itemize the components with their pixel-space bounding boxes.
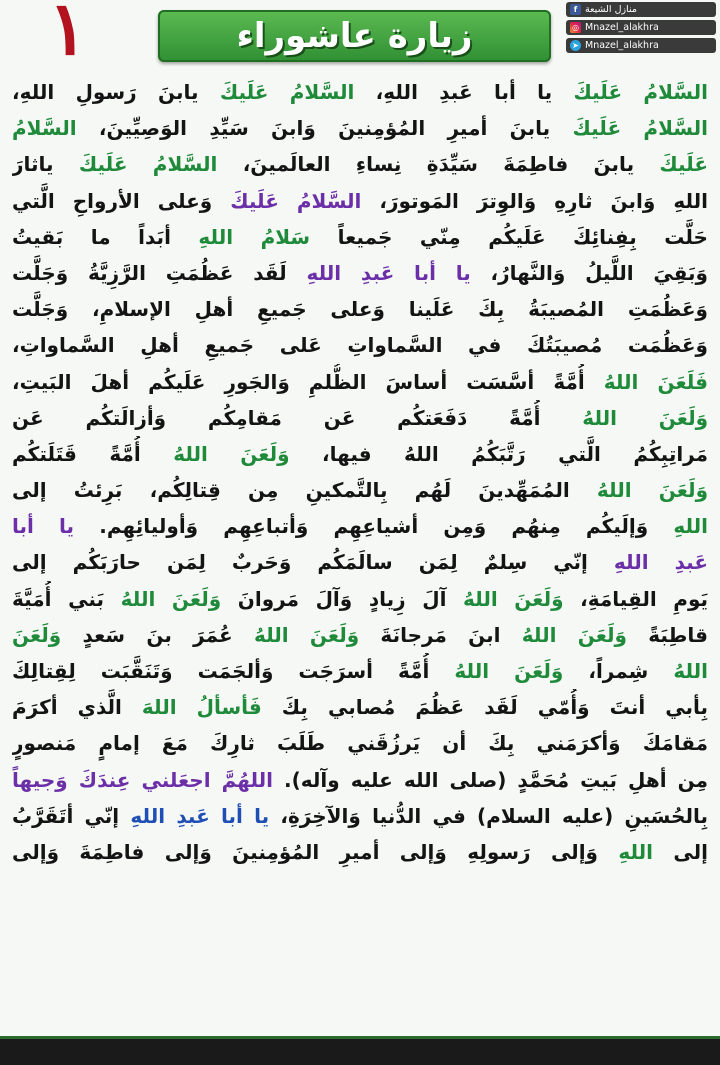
ziyarat-text bbox=[12, 74, 708, 1032]
text-line bbox=[12, 544, 708, 580]
text-segment: بِأبي أنتَ وَأُمّي لَقَد عَظُمَ مُصابي بِكَ bbox=[261, 695, 708, 720]
text-line bbox=[12, 472, 708, 508]
instagram-icon: ◎ bbox=[570, 22, 581, 33]
text-line bbox=[12, 617, 708, 653]
text-segment: السَّلامُ عَلَيكَ bbox=[53, 152, 218, 177]
text-segment: وَعلى الأرواحِ الَّتي bbox=[12, 188, 213, 213]
text-line bbox=[12, 327, 708, 363]
text-line bbox=[12, 436, 708, 472]
text-segment: بِالحُسَينِ (عليه السلام) في الدُّنيا وَالآخِرَةِ، bbox=[269, 803, 708, 828]
text-segment: اللهُمَّ اجعَلني عِندَكَ وَجيهاً bbox=[12, 767, 274, 792]
text-line bbox=[12, 834, 708, 870]
text-line bbox=[12, 581, 708, 617]
text-segment: حَلَّت بِفِنائِكَ عَلَيكُم مِنّي جَميعاً bbox=[310, 224, 708, 249]
text-segment: شِمراً، bbox=[563, 659, 649, 683]
text-segment: قاطِبَةً bbox=[626, 622, 708, 647]
text-segment: إلى bbox=[653, 839, 708, 864]
text-line bbox=[12, 74, 708, 110]
social-facebook[interactable] bbox=[566, 2, 716, 17]
text-segment: وَلَعَنَ اللهُ bbox=[429, 659, 564, 683]
text-line bbox=[12, 291, 708, 327]
text-segment: إنّي سِلمٌ لِمَن سالَمَكُم وَحَربٌ لِمَن حارَبَكُم إلى bbox=[12, 550, 588, 575]
page-number: ١ bbox=[48, 0, 88, 72]
text-segment: يابنَ رَسولِ اللهِ، bbox=[12, 80, 199, 104]
text-segment: وَلَعَنَ اللهُ bbox=[104, 586, 222, 611]
text-segment: فَلَعَنَ اللهُ bbox=[584, 369, 708, 394]
text-segment: المُمَهِّدينَ لَهُم بِالتَّمكينِ مِن قِتالِكُم، بَرِئتُ إلى bbox=[12, 478, 570, 503]
text-segment: مَراتِبِكُمُ الَّتي رَتَّبَكُمُ اللهُ فيها، bbox=[289, 441, 708, 466]
social-telegram[interactable] bbox=[566, 38, 716, 53]
text-segment: عَلَيكَ bbox=[634, 152, 708, 177]
text-segment: اللهِ bbox=[648, 514, 708, 539]
text-line bbox=[12, 725, 708, 761]
text-line bbox=[12, 110, 708, 146]
text-line bbox=[12, 653, 708, 689]
text-segment: وَلَعَنَ اللهُ bbox=[140, 441, 290, 466]
text-segment: وَإلى رَسولِهِ وَإلى أميرِ المُؤمِنينَ وَإلى فاطِمَةَ وَإلى bbox=[12, 839, 598, 864]
text-line bbox=[12, 364, 708, 400]
text-segment: لَقَد عَظُمَتِ الرَّزِيَّةُ وَجَلَّت bbox=[12, 260, 287, 285]
text-segment: وَعَظُمَتِ المُصيبَةُ بِكَ عَلَينا وَعلى جَميعِ أهلِ الإسلامِ، وَجَلَّت bbox=[12, 297, 708, 322]
text-line bbox=[12, 146, 708, 182]
text-segment: سَلامُ اللهِ bbox=[170, 224, 311, 249]
text-segment: وَلَعَنَ اللهُ bbox=[569, 478, 708, 503]
text-segment: يابنَ فاطِمَةَ سَيِّدَةِ نِساءِ العالَمينَ، bbox=[217, 152, 635, 177]
text-segment: وَبَقِيَ اللَّيلُ وَالنَّهارُ، bbox=[470, 260, 708, 285]
text-segment: يا أبا عَبدِ اللهِ، bbox=[354, 80, 553, 104]
text-line bbox=[12, 183, 708, 219]
text-segment: وَلَعَنَ اللهُ bbox=[540, 405, 708, 430]
text-segment: يا أبا عَبدِ اللهِ bbox=[119, 803, 270, 828]
text-segment: اللهِ bbox=[597, 839, 654, 864]
text-line bbox=[12, 798, 708, 834]
text-segment: يابنَ أميرِ المُؤمِنينَ وَابنَ سَيِّدِ الوَصِيِّينَ، bbox=[76, 116, 551, 141]
text-segment: السَّلامُ عَلَيكَ bbox=[550, 116, 708, 141]
text-line bbox=[12, 219, 708, 255]
social-label: Mnazel_alakhra bbox=[585, 22, 659, 33]
social-label: Mnazel_alakhra bbox=[585, 40, 659, 51]
text-segment: ابنَ مَرجانَةَ bbox=[359, 622, 501, 647]
text-segment: بَني أُمَيَّةَ bbox=[12, 586, 105, 611]
text-segment: وَلَعَنَ اللهُ bbox=[500, 622, 627, 647]
text-segment: أُمَّةً دَفَعَتكُم عَن مَقامِكُم وَأزالَتكُم عَن bbox=[12, 405, 541, 430]
text-segment: السَّلامُ عَلَيكَ bbox=[552, 80, 708, 104]
text-segment: الَّذي أكرَمَ bbox=[12, 695, 122, 720]
text-segment: أُمَّةً قَتَلَتكُم bbox=[12, 441, 141, 466]
social-label: منازل الشيعة bbox=[585, 4, 637, 15]
social-handles bbox=[566, 2, 716, 53]
text-segment: أبَداً ما بَقيتُ bbox=[12, 224, 171, 249]
text-segment: عُمَرَ بنَ سَعدٍ bbox=[61, 622, 233, 647]
text-segment: السَّلامُ عَلَيكَ bbox=[198, 80, 355, 104]
text-segment: عَبدِ اللهِ bbox=[587, 550, 708, 575]
text-segment: يَومِ القِيامَةِ، bbox=[563, 586, 708, 611]
text-segment: وَلَعَنَ اللهُ bbox=[232, 622, 360, 647]
text-segment: السَّلامُ bbox=[12, 116, 77, 141]
text-segment: يا أبا عَبدِ اللهِ bbox=[286, 260, 471, 285]
text-line bbox=[12, 689, 708, 725]
text-segment: اللهِ وَابنَ ثارِهِ وَالوِترَ المَوتورَ، bbox=[361, 188, 708, 213]
title-banner bbox=[158, 10, 551, 62]
telegram-icon: ➤ bbox=[570, 40, 581, 51]
text-segment: يا أبا bbox=[12, 514, 75, 539]
text-line bbox=[12, 400, 708, 436]
text-segment: وَعَظُمَت مُصيبَتُكَ في السَّماواتِ عَلى جَميعِ أهلِ السَّماواتِ، bbox=[12, 333, 708, 358]
text-segment: أُمَّةً أسرَجَت وَألجَمَت وَتَنَقَّبَت لِقِتالِكَ bbox=[12, 659, 430, 683]
text-segment: مَقامَكَ وَأكرَمَني بِكَ أن يَرزُقَني طَلَبَ ثارِكَ مَعَ إمامٍ مَنصورٍ bbox=[12, 731, 708, 756]
text-segment: وَلَعَنَ bbox=[12, 622, 62, 647]
text-line bbox=[12, 762, 708, 798]
text-segment: فَأسألُ اللهَ bbox=[121, 695, 262, 720]
text-segment: ياثارَ bbox=[12, 152, 54, 177]
text-segment: إنّي أتَقَرَّبُ bbox=[12, 803, 120, 828]
text-line bbox=[12, 255, 708, 291]
facebook-icon: f bbox=[570, 4, 581, 15]
text-segment: أُمَّةً أسَّسَت أساسَ الظُّلمِ وَالجَورِ عَلَيكُم أهلَ البَيتِ، bbox=[12, 369, 585, 394]
text-segment: وَلَعَنَ اللهُ bbox=[446, 586, 564, 611]
social-instagram[interactable] bbox=[566, 20, 716, 35]
text-segment: اللهُ bbox=[648, 659, 708, 683]
page-title: زيارة عاشوراء bbox=[236, 16, 473, 56]
text-segment: آلَ زِيادٍ وَآلَ مَروانَ bbox=[221, 586, 447, 611]
text-segment: مِن أهلِ بَيتِ مُحَمَّدٍ (صلى الله عليه وآله). bbox=[273, 767, 708, 792]
text-segment: وَإلَيكُم مِنهُم وَمِن أشياعِهِم وَأتباعِهِم وَأوليائِهِم. bbox=[74, 514, 649, 539]
text-segment: السَّلامُ عَلَيكَ bbox=[212, 188, 362, 213]
text-line bbox=[12, 508, 708, 544]
